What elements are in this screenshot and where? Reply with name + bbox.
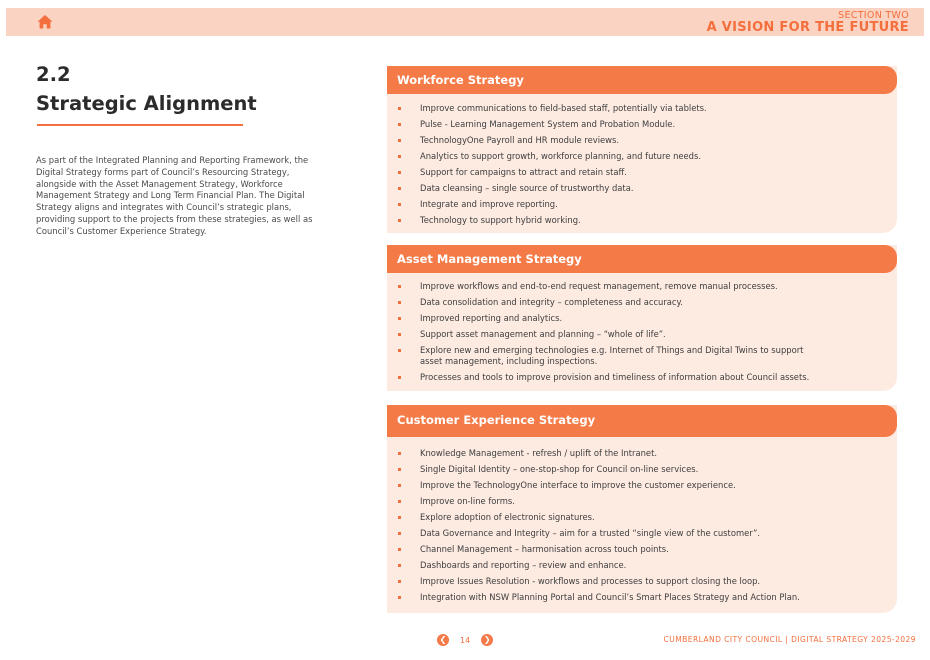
customer-experience-strategy-card: [387, 405, 897, 613]
title-underline: [37, 124, 243, 126]
card-title: Customer Experience Strategy: [387, 405, 897, 437]
list-item: Integrate and improve reporting.: [397, 199, 887, 210]
list-item: Improved reporting and analytics.: [397, 313, 887, 324]
section-title: A VISION FOR THE FUTURE: [706, 20, 909, 35]
workforce-strategy-card: [387, 66, 897, 233]
list-item: Technology to support hybrid working.: [397, 215, 887, 226]
pagination: [437, 634, 493, 646]
list-item: Data Governance and Integrity – aim for a trusted “single view of the customer”.: [397, 528, 887, 539]
section-number: 2.2: [36, 63, 71, 86]
list-item: Data consolidation and integrity – completeness and accuracy.: [397, 297, 887, 308]
section-label: SECTION TWO: [838, 10, 909, 21]
top-bar: [6, 8, 924, 36]
page-title: Strategic Alignment: [36, 92, 257, 115]
list-item: Explore adoption of electronic signatures.: [397, 512, 887, 523]
card-title: Asset Management Strategy: [387, 245, 897, 273]
list-item: Support for campaigns to attract and retain staff.: [397, 167, 887, 178]
list-item: Processes and tools to improve provision and timeliness of information about Council assets.: [397, 372, 887, 383]
list-item: Support asset management and planning – “whole of life”.: [397, 329, 887, 340]
bullet-list: [387, 94, 897, 226]
list-item: Knowledge Management - refresh / uplift of the Intranet.: [397, 448, 887, 459]
list-item: Channel Management – harmonisation across touch points.: [397, 544, 887, 555]
card-title: Workforce Strategy: [387, 66, 897, 94]
chevron-left-icon[interactable]: ❮: [437, 634, 449, 646]
list-item: Analytics to support growth, workforce planning, and future needs.: [397, 151, 887, 162]
asset-management-strategy-card: [387, 245, 897, 391]
bullet-list: [387, 273, 897, 382]
list-item: Improve communications to field-based staff, potentially via tablets.: [397, 103, 887, 114]
footer-text: CUMBERLAND CITY COUNCIL | DIGITAL STRATEGY 2025-2029: [663, 635, 916, 644]
page-number: 14: [460, 635, 471, 645]
intro-paragraph: As part of the Integrated Planning and Reporting Framework, the Digital Strategy forms part of Council’s Resourcing Strategy, alongside with the Asset Management Strategy, Workforce Management Strategy and Long Term Financial Plan. The Digital Strategy aligns and integrates with Council’s strategic plans, providing support to the projects from these strategies, as well as Council’s Customer Experience Strategy.: [36, 155, 313, 236]
list-item: Explore new and emerging technologies e.g. Internet of Things and Digital Twins to support asset management, including inspections.: [397, 345, 887, 366]
list-item: Integration with NSW Planning Portal and Council’s Smart Places Strategy and Action Plan.: [397, 592, 887, 603]
list-item: Data cleansing – single source of trustworthy data.: [397, 183, 887, 194]
list-item: TechnologyOne Payroll and HR module reviews.: [397, 135, 887, 146]
home-icon[interactable]: [36, 13, 54, 31]
list-item: Dashboards and reporting – review and enhance.: [397, 560, 887, 571]
chevron-right-icon[interactable]: ❯: [481, 634, 493, 646]
list-item: Pulse - Learning Management System and Probation Module.: [397, 119, 887, 130]
list-item: Single Digital Identity – one-stop-shop for Council on-line services.: [397, 464, 887, 475]
list-item: Improve the TechnologyOne interface to improve the customer experience.: [397, 480, 887, 491]
list-item: Improve Issues Resolution - workflows and processes to support closing the loop.: [397, 576, 887, 587]
list-item: Improve workflows and end-to-end request management, remove manual processes.: [397, 281, 887, 292]
bullet-list: [387, 437, 897, 603]
list-item: Improve on-line forms.: [397, 496, 887, 507]
